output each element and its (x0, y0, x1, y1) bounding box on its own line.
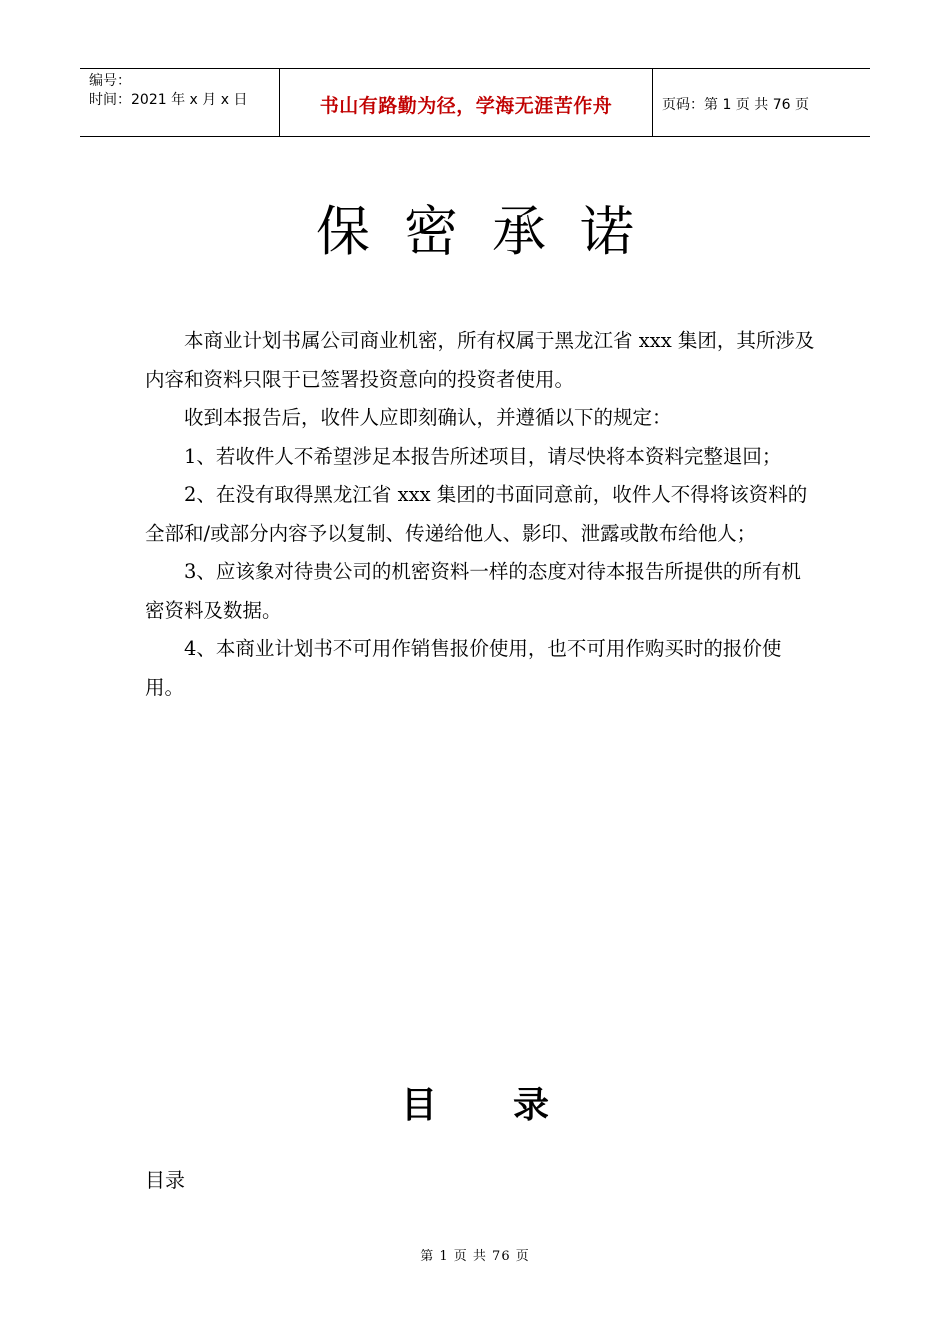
confidentiality-body (145, 322, 815, 707)
paragraph: 本商业计划书属公司商业机密，所有权属于黑龙江省 xxx 集团，其所涉及内容和资料只限于已签署投资意向的投资者使用。 (145, 329, 815, 391)
header-page-info: 页码：第 1 页 共 76 页 (662, 96, 809, 113)
toc-label: 目录 (145, 1168, 185, 1192)
header-motto: 书山有路勤为径，学海无涯苦作舟 (280, 69, 653, 136)
paragraph: 3、应该象对待贵公司的机密资料一样的态度对待本报告所提供的所有机密资料及数据。 (145, 560, 801, 622)
number-label: 编号： (89, 73, 131, 89)
toc-heading: 目录 (400, 1085, 625, 1126)
paragraph: 1、若收件人不希望涉足本报告所述项目，请尽快将本资料完整退回； (184, 444, 782, 468)
time-label: 时间：2021 年 x 月 x 日 (89, 92, 248, 108)
document-title: 保密承诺 (316, 200, 668, 263)
paragraph: 4、本商业计划书不可用作销售报价使用，也不可用作购买时的报价使用。 (145, 637, 782, 699)
page-header (80, 68, 870, 137)
page-footer: 第 1 页 共 76 页 (420, 1249, 530, 1264)
paragraph: 收到本报告后，收件人应即刻确认，并遵循以下的规定： (184, 406, 672, 429)
header-meta (80, 69, 280, 136)
paragraph: 2、在没有取得黑龙江省 xxx 集团的书面同意前，收件人不得将该资料的全部和/或部分内容予以复制、传递给他人、影印、泄露或散布给他人； (145, 483, 808, 545)
